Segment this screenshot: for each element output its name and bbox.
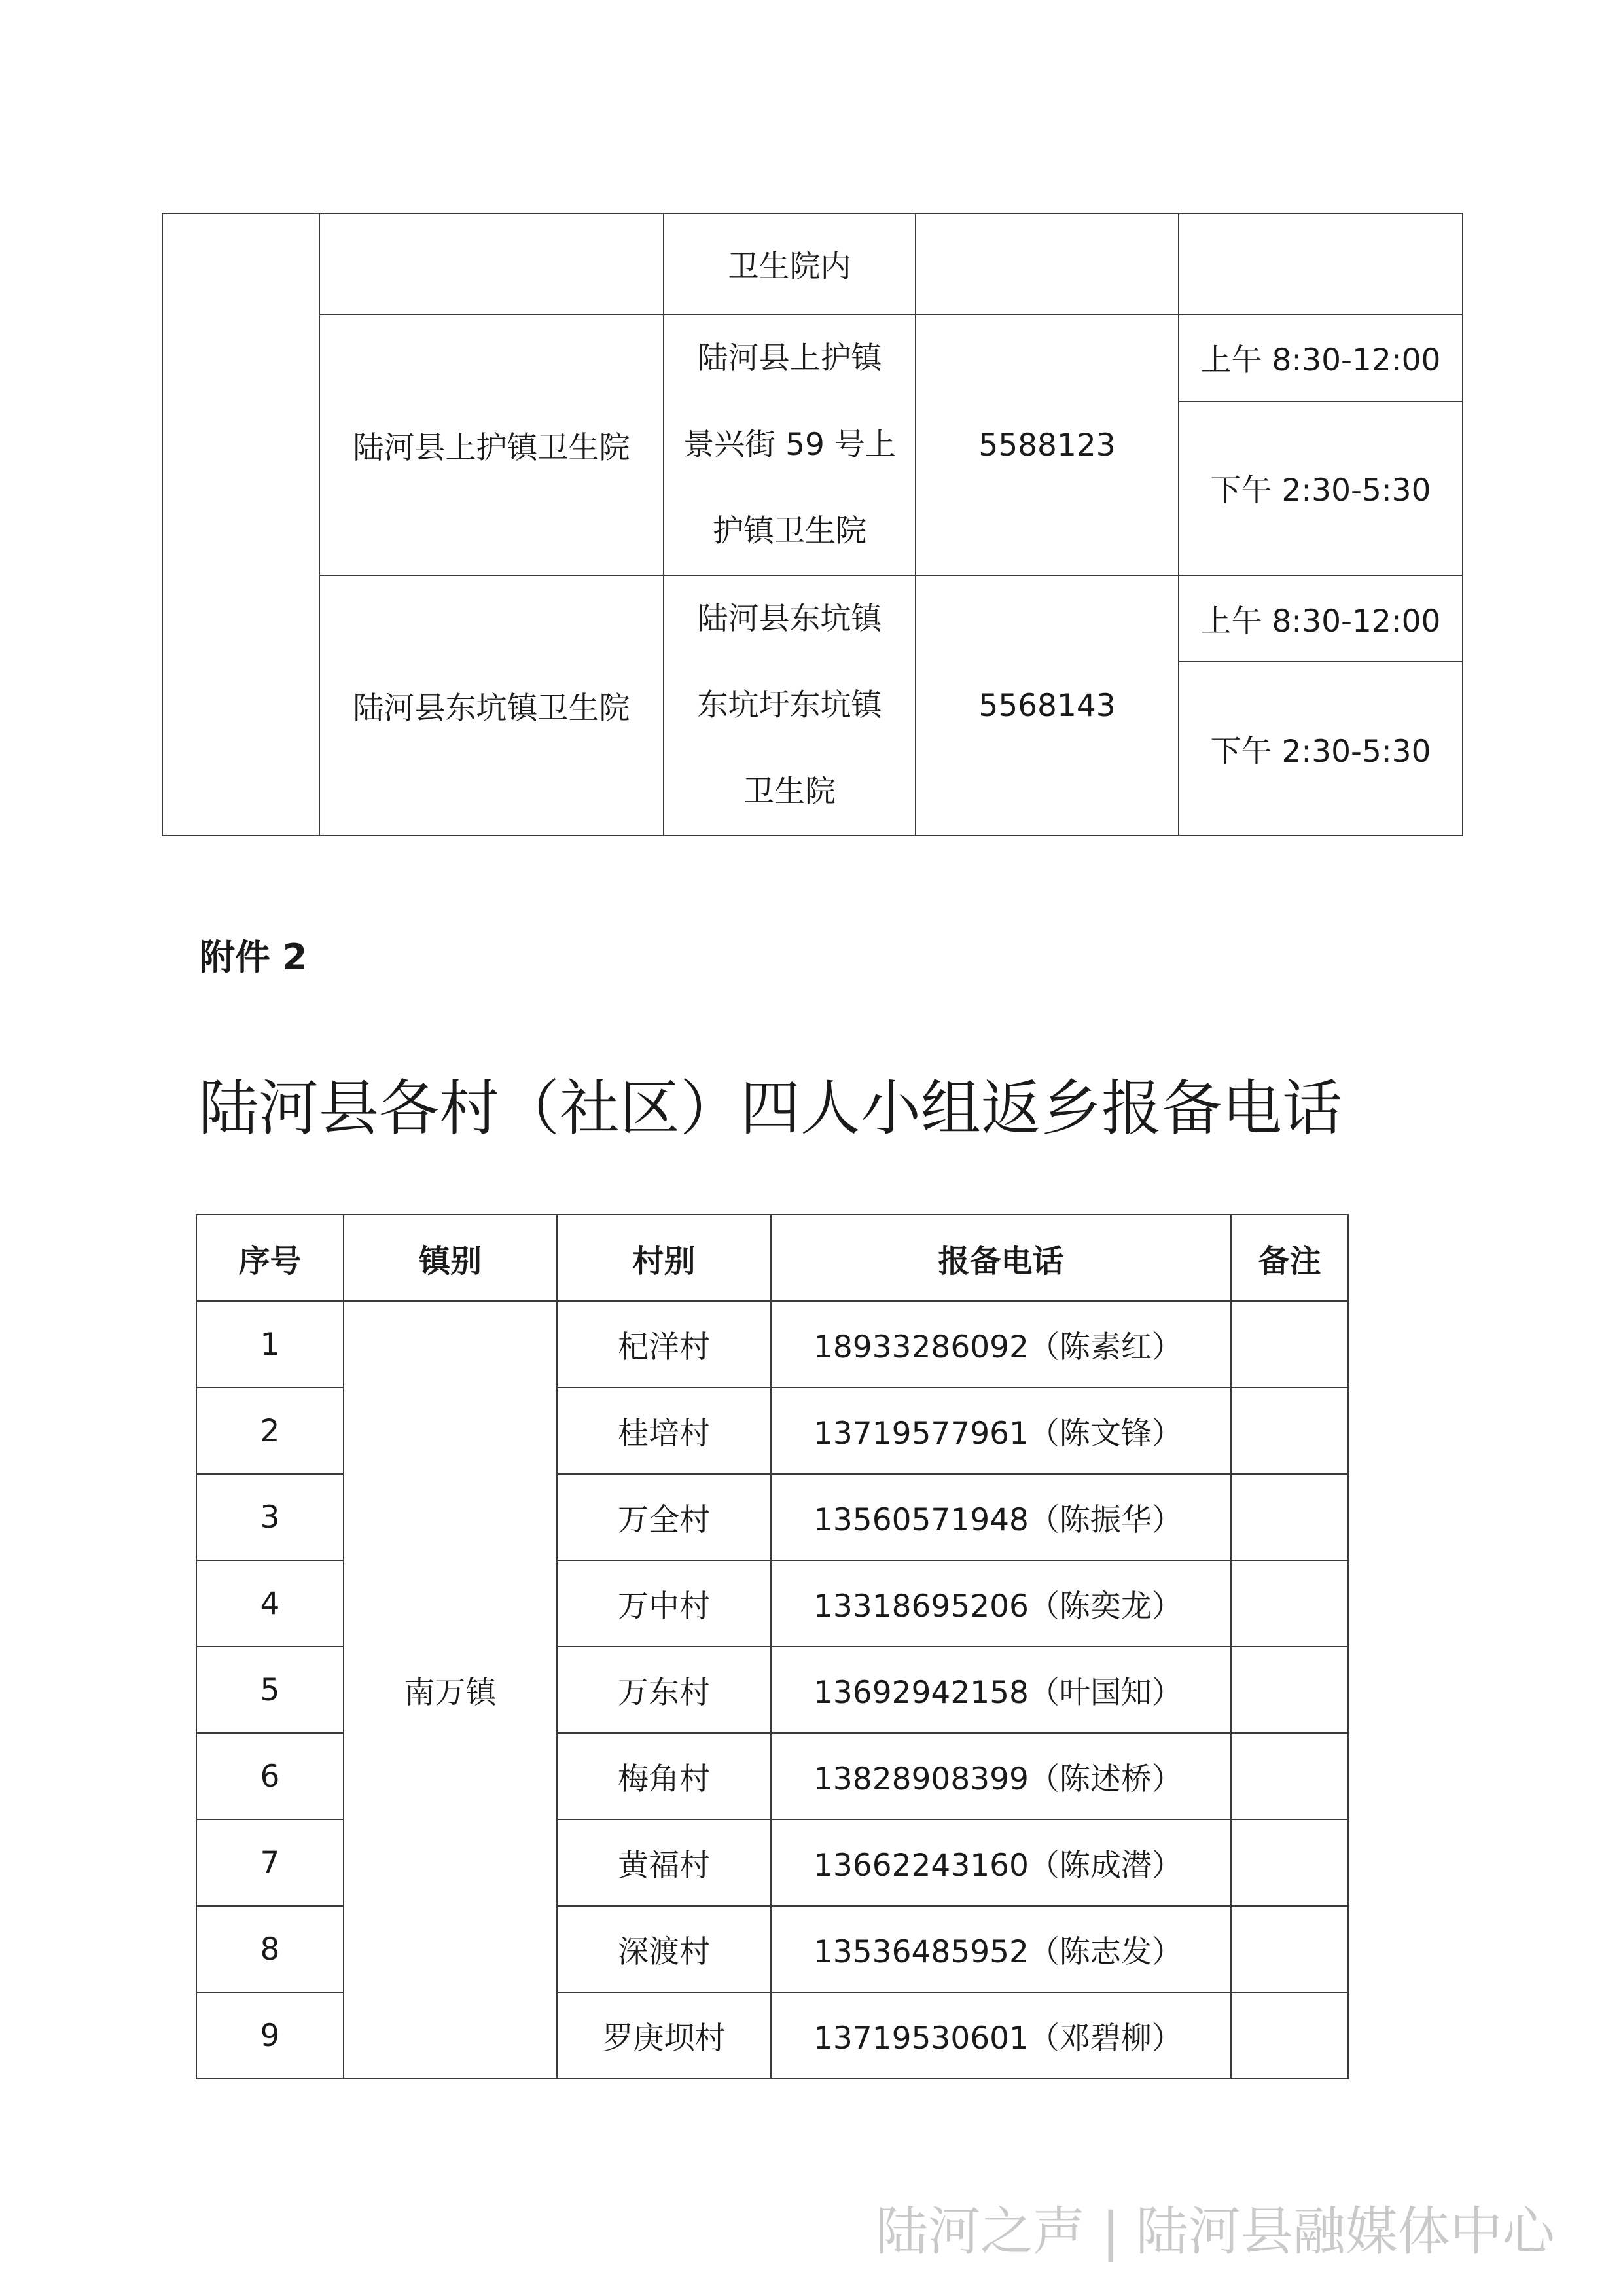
cell-note xyxy=(1231,1733,1348,1820)
table-cell-name xyxy=(319,213,664,315)
village-phone-table xyxy=(196,1214,1349,2079)
cell-no: 7 xyxy=(196,1820,344,1906)
cell-note xyxy=(1231,1992,1348,2079)
header-village: 村别 xyxy=(557,1215,771,1301)
cell-note xyxy=(1231,1647,1348,1733)
table-cell-address: 卫生院内 xyxy=(664,213,916,315)
cell-note xyxy=(1231,1560,1348,1647)
table-cell-address: 陆河县东坑镇 东坑圩东坑镇 卫生院 xyxy=(664,575,916,836)
cell-village: 梅角村 xyxy=(557,1733,771,1820)
cell-village: 深渡村 xyxy=(557,1906,771,1992)
cell-no: 6 xyxy=(196,1733,344,1820)
cell-phone: 13828908399（陈述桥） xyxy=(771,1733,1231,1820)
table-cell-phone xyxy=(916,213,1179,315)
cell-no: 4 xyxy=(196,1560,344,1647)
table-cell-name: 陆河县上护镇卫生院 xyxy=(319,315,664,575)
cell-no: 3 xyxy=(196,1474,344,1560)
cell-note xyxy=(1231,1301,1348,1388)
cell-phone: 13662243160（陈成潜） xyxy=(771,1820,1231,1906)
cell-village: 黄福村 xyxy=(557,1820,771,1906)
table-cell-hours-pm: 下午 2:30-5:30 xyxy=(1179,662,1463,836)
cell-village: 万东村 xyxy=(557,1647,771,1733)
table-cell-address: 陆河县上护镇 景兴街 59 号上 护镇卫生院 xyxy=(664,315,916,575)
cell-phone: 13536485952（陈志发） xyxy=(771,1906,1231,1992)
header-no: 序号 xyxy=(196,1215,344,1301)
table-row xyxy=(196,1301,1348,1388)
cell-phone: 13560571948（陈振华） xyxy=(771,1474,1231,1560)
table-cell-name: 陆河县东坑镇卫生院 xyxy=(319,575,664,836)
cell-village: 万中村 xyxy=(557,1560,771,1647)
cell-town: 南万镇 xyxy=(344,1301,557,2079)
header-phone: 报备电话 xyxy=(771,1215,1231,1301)
cell-note xyxy=(1231,1388,1348,1474)
header-note: 备注 xyxy=(1231,1215,1348,1301)
cell-phone: 13692942158（叶国知） xyxy=(771,1647,1231,1733)
cell-phone: 13318695206（陈奕龙） xyxy=(771,1560,1231,1647)
cell-village: 桂培村 xyxy=(557,1388,771,1474)
cell-village: 罗庚坝村 xyxy=(557,1992,771,2079)
cell-note xyxy=(1231,1906,1348,1992)
cell-phone: 13719530601（邓碧柳） xyxy=(771,1992,1231,2079)
cell-note xyxy=(1231,1474,1348,1560)
cell-note xyxy=(1231,1820,1348,1906)
cell-no: 9 xyxy=(196,1992,344,2079)
page-title: 陆河县各村（社区）四人小组返乡报备电话 xyxy=(198,1073,1343,1143)
watermark: 陆河之声 | 陆河县融媒体中心 xyxy=(876,2201,1555,2262)
table-cell-blank xyxy=(162,213,319,836)
table-cell-phone: 5588123 xyxy=(916,315,1179,575)
table-cell-hours-am: 上午 8:30-12:00 xyxy=(1179,315,1463,401)
cell-village: 杞洋村 xyxy=(557,1301,771,1388)
cell-no: 1 xyxy=(196,1301,344,1388)
table-cell-hours xyxy=(1179,213,1463,315)
table-cell-hours-pm: 下午 2:30-5:30 xyxy=(1179,401,1463,575)
cell-no: 5 xyxy=(196,1647,344,1733)
cell-no: 2 xyxy=(196,1388,344,1474)
table-cell-hours-am: 上午 8:30-12:00 xyxy=(1179,575,1463,662)
cell-phone: 18933286092（陈素红） xyxy=(771,1301,1231,1388)
table-cell-phone: 5568143 xyxy=(916,575,1179,836)
cell-no: 8 xyxy=(196,1906,344,1992)
health-center-table xyxy=(162,213,1463,836)
attachment-label: 附件 2 xyxy=(200,937,308,978)
cell-village: 万全村 xyxy=(557,1474,771,1560)
cell-phone: 13719577961（陈文锋） xyxy=(771,1388,1231,1474)
header-town: 镇别 xyxy=(344,1215,557,1301)
